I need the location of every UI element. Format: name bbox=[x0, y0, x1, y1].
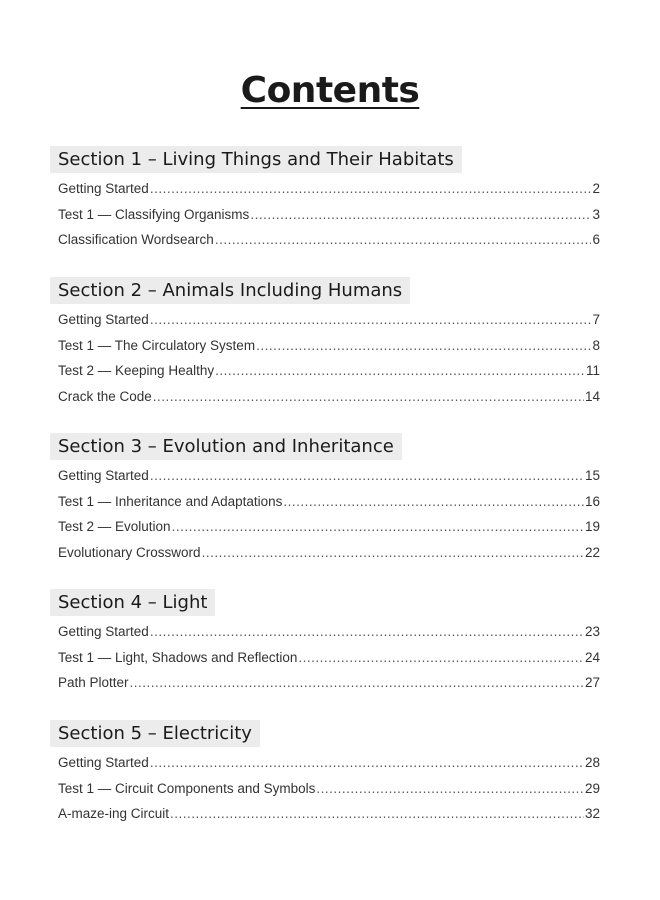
dot-leader bbox=[283, 489, 584, 515]
entry-label: Getting Started bbox=[58, 624, 149, 639]
entry-label: Getting Started bbox=[58, 312, 149, 327]
dot-leader bbox=[153, 384, 584, 410]
toc-section-4 bbox=[50, 589, 600, 696]
entry-label: Test 2 — Keeping Healthy bbox=[58, 363, 215, 378]
page-title bbox=[0, 70, 660, 111]
toc-entry[interactable] bbox=[50, 227, 600, 253]
entry-label: Path Plotter bbox=[58, 675, 129, 690]
section-heading: Section 2 – Animals Including Humans bbox=[50, 277, 410, 304]
entry-page-number: 28 bbox=[584, 755, 600, 770]
entry-page-number: 22 bbox=[584, 544, 600, 560]
toc-entry[interactable] bbox=[50, 750, 600, 776]
entry-page-number: 29 bbox=[584, 780, 600, 796]
toc-entry[interactable] bbox=[50, 540, 600, 566]
section-heading: Section 1 – Living Things and Their Habitats bbox=[50, 146, 462, 173]
toc-entry[interactable] bbox=[50, 384, 600, 410]
dot-leader bbox=[298, 645, 584, 671]
dot-leader bbox=[150, 750, 584, 776]
entry-page-number: 3 bbox=[592, 206, 600, 222]
toc-section-3 bbox=[50, 433, 600, 565]
entry-page-number: 16 bbox=[584, 493, 600, 509]
toc-section-5 bbox=[50, 720, 600, 827]
entry-label: Evolutionary Crossword bbox=[58, 544, 201, 560]
entry-page-number: 23 bbox=[584, 624, 600, 639]
toc-entry[interactable] bbox=[50, 358, 600, 384]
toc-entry[interactable] bbox=[50, 176, 600, 202]
entry-page-number: 19 bbox=[584, 519, 600, 534]
page-title-text: Contents bbox=[240, 70, 420, 111]
entry-page-number: 2 bbox=[592, 181, 600, 196]
dot-leader bbox=[202, 540, 584, 566]
section-heading: Section 4 – Light bbox=[50, 589, 215, 616]
entry-label: Test 1 — Classifying Organisms bbox=[58, 206, 250, 222]
dot-leader bbox=[256, 333, 591, 359]
dot-leader bbox=[150, 619, 584, 645]
toc-entry[interactable] bbox=[50, 801, 600, 827]
entry-page-number: 27 bbox=[584, 675, 600, 690]
toc-entry[interactable] bbox=[50, 645, 600, 671]
entry-label: Test 2 — Evolution bbox=[58, 519, 171, 534]
entry-label: Getting Started bbox=[58, 181, 149, 196]
entry-label: Test 1 — Light, Shadows and Reflection bbox=[58, 649, 298, 665]
toc-entry[interactable] bbox=[50, 776, 600, 802]
section-heading: Section 3 – Evolution and Inheritance bbox=[50, 433, 402, 460]
entry-page-number: 24 bbox=[584, 649, 600, 665]
toc-entry[interactable] bbox=[50, 202, 600, 228]
entry-page-number: 32 bbox=[584, 806, 600, 821]
entry-label: A-maze-ing Circuit bbox=[58, 806, 170, 821]
entry-label: Crack the Code bbox=[58, 388, 152, 404]
entry-label: Test 1 — Circuit Components and Symbols bbox=[58, 780, 316, 796]
toc-entry[interactable] bbox=[50, 514, 600, 540]
entry-label: Getting Started bbox=[58, 468, 149, 483]
section-heading: Section 5 – Electricity bbox=[50, 720, 260, 747]
entry-page-number: 15 bbox=[584, 468, 600, 483]
toc-section-2 bbox=[50, 277, 600, 409]
entry-label: Test 1 — Inheritance and Adaptations bbox=[58, 493, 283, 509]
dot-leader bbox=[170, 801, 584, 827]
dot-leader bbox=[215, 227, 592, 253]
entry-page-number: 11 bbox=[585, 363, 600, 378]
entry-page-number: 14 bbox=[584, 388, 600, 404]
toc-entry[interactable] bbox=[50, 670, 600, 696]
entry-page-number: 6 bbox=[592, 232, 600, 247]
toc-entry[interactable] bbox=[50, 307, 600, 333]
dot-leader bbox=[150, 176, 592, 202]
entry-label: Classification Wordsearch bbox=[58, 232, 214, 247]
entry-page-number: 8 bbox=[592, 337, 600, 353]
toc-section-1 bbox=[50, 146, 600, 253]
entry-page-number: 7 bbox=[592, 312, 600, 327]
dot-leader bbox=[215, 358, 585, 384]
toc-entry[interactable] bbox=[50, 489, 600, 515]
dot-leader bbox=[316, 776, 584, 802]
toc-entry[interactable] bbox=[50, 463, 600, 489]
dot-leader bbox=[150, 307, 592, 333]
entry-label: Test 1 — The Circulatory System bbox=[58, 337, 256, 353]
toc-entry[interactable] bbox=[50, 333, 600, 359]
entry-label: Getting Started bbox=[58, 755, 149, 770]
toc-entry[interactable] bbox=[50, 619, 600, 645]
dot-leader bbox=[150, 463, 584, 489]
dot-leader bbox=[130, 670, 584, 696]
dot-leader bbox=[172, 514, 584, 540]
dot-leader bbox=[250, 202, 591, 228]
